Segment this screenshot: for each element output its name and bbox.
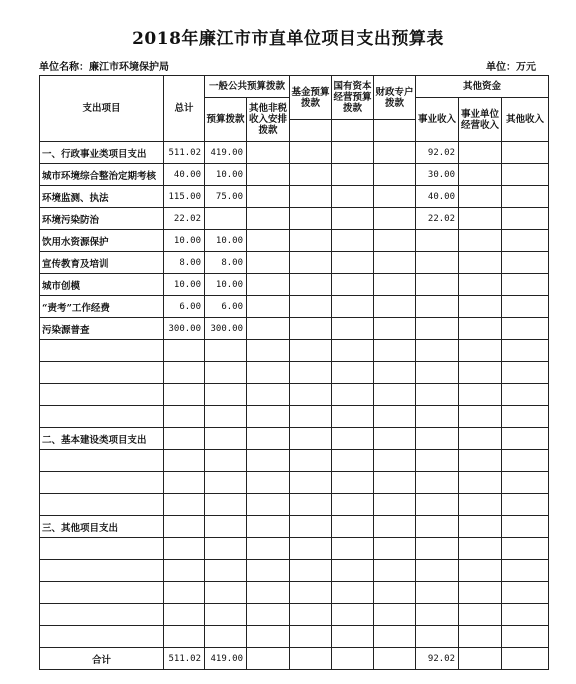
table-row bbox=[40, 538, 549, 560]
row-value bbox=[332, 450, 374, 472]
row-value bbox=[374, 230, 416, 252]
row-value bbox=[332, 626, 374, 648]
row-value: 10.00 bbox=[164, 274, 205, 296]
row-value: 6.00 bbox=[164, 296, 205, 318]
row-value bbox=[416, 604, 459, 626]
row-value bbox=[416, 362, 459, 384]
row-value bbox=[332, 582, 374, 604]
row-value: 8.00 bbox=[205, 252, 247, 274]
table-row bbox=[40, 274, 549, 296]
table-row bbox=[40, 142, 549, 164]
header-fund: 基金预算拨款 bbox=[290, 76, 332, 120]
row-value: 10.00 bbox=[205, 164, 247, 186]
row-label: 城市创模 bbox=[40, 274, 164, 296]
row-value bbox=[459, 384, 502, 406]
row-value bbox=[416, 318, 459, 340]
row-value bbox=[459, 340, 502, 362]
row-value bbox=[374, 428, 416, 450]
header-career-unit-biz: 事业单位经营收入 bbox=[459, 98, 502, 142]
unit-label: 单位：万元 bbox=[486, 62, 536, 73]
row-value bbox=[332, 494, 374, 516]
row-value bbox=[374, 472, 416, 494]
row-value: 92.02 bbox=[416, 648, 459, 670]
row-value bbox=[247, 164, 290, 186]
row-value bbox=[502, 318, 549, 340]
row-value bbox=[374, 208, 416, 230]
row-value bbox=[332, 560, 374, 582]
row-value bbox=[416, 384, 459, 406]
row-value bbox=[290, 142, 332, 164]
row-value bbox=[502, 186, 549, 208]
row-value bbox=[205, 362, 247, 384]
row-value bbox=[247, 252, 290, 274]
row-value bbox=[290, 340, 332, 362]
row-label bbox=[40, 384, 164, 406]
row-value bbox=[374, 626, 416, 648]
row-value bbox=[502, 406, 549, 428]
row-value bbox=[502, 626, 549, 648]
row-value bbox=[459, 142, 502, 164]
row-value bbox=[502, 538, 549, 560]
row-value bbox=[416, 340, 459, 362]
row-value bbox=[247, 560, 290, 582]
row-label: 污染源普查 bbox=[40, 318, 164, 340]
row-value bbox=[332, 164, 374, 186]
row-value bbox=[247, 296, 290, 318]
row-value bbox=[332, 472, 374, 494]
row-value bbox=[374, 450, 416, 472]
row-value bbox=[332, 208, 374, 230]
row-value bbox=[374, 274, 416, 296]
row-value bbox=[290, 406, 332, 428]
table-row bbox=[40, 472, 549, 494]
row-value bbox=[247, 274, 290, 296]
row-value: 30.00 bbox=[416, 164, 459, 186]
header-career-income: 事业收入 bbox=[416, 98, 459, 142]
page-title: 2018年廉江市市直单位项目支出预算表 bbox=[132, 29, 444, 49]
budget-table bbox=[39, 75, 549, 670]
table-row bbox=[40, 230, 549, 252]
row-value bbox=[205, 494, 247, 516]
row-value bbox=[247, 648, 290, 670]
row-value bbox=[247, 538, 290, 560]
row-value bbox=[459, 472, 502, 494]
row-value bbox=[332, 538, 374, 560]
row-value bbox=[247, 230, 290, 252]
row-value bbox=[416, 230, 459, 252]
row-label: 三、其他项目支出 bbox=[40, 516, 164, 538]
row-value bbox=[290, 516, 332, 538]
row-value bbox=[164, 362, 205, 384]
row-value bbox=[332, 296, 374, 318]
row-value bbox=[374, 604, 416, 626]
row-value: 300.00 bbox=[164, 318, 205, 340]
row-value bbox=[416, 252, 459, 274]
row-value bbox=[164, 560, 205, 582]
row-value bbox=[416, 516, 459, 538]
row-value bbox=[332, 274, 374, 296]
table-row bbox=[40, 186, 549, 208]
row-value bbox=[459, 208, 502, 230]
row-value bbox=[374, 516, 416, 538]
row-value bbox=[374, 252, 416, 274]
row-value bbox=[459, 318, 502, 340]
row-value bbox=[290, 208, 332, 230]
row-value bbox=[164, 516, 205, 538]
row-value bbox=[459, 450, 502, 472]
row-value bbox=[416, 626, 459, 648]
table-row bbox=[40, 626, 549, 648]
row-value bbox=[290, 494, 332, 516]
row-value bbox=[332, 428, 374, 450]
row-value bbox=[459, 252, 502, 274]
row-value bbox=[459, 626, 502, 648]
row-value bbox=[459, 604, 502, 626]
row-value bbox=[290, 318, 332, 340]
row-value: 511.02 bbox=[164, 142, 205, 164]
row-label bbox=[40, 340, 164, 362]
row-value bbox=[205, 538, 247, 560]
row-value bbox=[416, 560, 459, 582]
row-value bbox=[374, 384, 416, 406]
row-value bbox=[502, 384, 549, 406]
row-value bbox=[332, 252, 374, 274]
row-value bbox=[374, 318, 416, 340]
row-value bbox=[459, 164, 502, 186]
row-value bbox=[164, 450, 205, 472]
row-value bbox=[247, 318, 290, 340]
row-label bbox=[40, 560, 164, 582]
row-value: 419.00 bbox=[205, 648, 247, 670]
table-row bbox=[40, 252, 549, 274]
row-value bbox=[290, 252, 332, 274]
table-row bbox=[40, 208, 549, 230]
row-value bbox=[374, 164, 416, 186]
row-value bbox=[290, 604, 332, 626]
row-label bbox=[40, 450, 164, 472]
row-label bbox=[40, 362, 164, 384]
row-value bbox=[502, 208, 549, 230]
table-row bbox=[40, 318, 549, 340]
row-value bbox=[247, 384, 290, 406]
row-value bbox=[459, 494, 502, 516]
row-value bbox=[205, 428, 247, 450]
row-value: 40.00 bbox=[416, 186, 459, 208]
row-value bbox=[164, 494, 205, 516]
row-value bbox=[502, 428, 549, 450]
row-value bbox=[164, 472, 205, 494]
row-value bbox=[502, 560, 549, 582]
row-value bbox=[247, 516, 290, 538]
row-value bbox=[164, 340, 205, 362]
table-row bbox=[40, 494, 549, 516]
row-value bbox=[247, 362, 290, 384]
row-value bbox=[290, 538, 332, 560]
row-value bbox=[205, 472, 247, 494]
row-value bbox=[502, 296, 549, 318]
row-value bbox=[205, 406, 247, 428]
row-value bbox=[416, 538, 459, 560]
table-row bbox=[40, 648, 549, 670]
table-row bbox=[40, 582, 549, 604]
table-row bbox=[40, 164, 549, 186]
row-value bbox=[164, 406, 205, 428]
row-value bbox=[459, 582, 502, 604]
row-value bbox=[459, 296, 502, 318]
row-value bbox=[416, 406, 459, 428]
row-value bbox=[205, 208, 247, 230]
row-value bbox=[374, 406, 416, 428]
row-value bbox=[332, 516, 374, 538]
row-label: 一、行政事业类项目支出 bbox=[40, 142, 164, 164]
row-value bbox=[332, 340, 374, 362]
row-value bbox=[247, 142, 290, 164]
row-label: 二、基本建设类项目支出 bbox=[40, 428, 164, 450]
row-value bbox=[164, 384, 205, 406]
row-value bbox=[459, 274, 502, 296]
row-value bbox=[247, 450, 290, 472]
header-total: 总计 bbox=[164, 76, 205, 142]
row-value bbox=[247, 208, 290, 230]
row-value bbox=[502, 142, 549, 164]
row-value bbox=[374, 494, 416, 516]
row-label: 饮用水资源保护 bbox=[40, 230, 164, 252]
row-value: 10.00 bbox=[205, 274, 247, 296]
row-label bbox=[40, 626, 164, 648]
table-row bbox=[40, 340, 549, 362]
row-value bbox=[502, 648, 549, 670]
row-value bbox=[332, 318, 374, 340]
row-value bbox=[247, 582, 290, 604]
row-value: 40.00 bbox=[164, 164, 205, 186]
row-value bbox=[374, 648, 416, 670]
row-value bbox=[459, 186, 502, 208]
row-value bbox=[205, 626, 247, 648]
header-budget-alloc: 预算拨款 bbox=[205, 98, 247, 142]
row-value: 92.02 bbox=[416, 142, 459, 164]
header-other-nontax: 其他非税收入安排拨款 bbox=[247, 98, 290, 142]
row-label: 宣传教育及培训 bbox=[40, 252, 164, 274]
row-value bbox=[502, 274, 549, 296]
row-value bbox=[332, 406, 374, 428]
row-value bbox=[247, 494, 290, 516]
header-general-group: 一般公共预算拨款 bbox=[205, 76, 290, 98]
row-value bbox=[290, 472, 332, 494]
row-value bbox=[247, 472, 290, 494]
row-value bbox=[332, 186, 374, 208]
row-value bbox=[332, 142, 374, 164]
row-value: 22.02 bbox=[164, 208, 205, 230]
row-label bbox=[40, 538, 164, 560]
table-row bbox=[40, 604, 549, 626]
row-value bbox=[459, 428, 502, 450]
row-value bbox=[374, 296, 416, 318]
row-value bbox=[290, 186, 332, 208]
row-value: 115.00 bbox=[164, 186, 205, 208]
row-value bbox=[502, 494, 549, 516]
row-value: 8.00 bbox=[164, 252, 205, 274]
row-value bbox=[332, 230, 374, 252]
table-row bbox=[40, 428, 549, 450]
row-value bbox=[290, 384, 332, 406]
row-value bbox=[290, 274, 332, 296]
row-value bbox=[164, 428, 205, 450]
row-value bbox=[502, 362, 549, 384]
row-value bbox=[374, 538, 416, 560]
row-value bbox=[205, 582, 247, 604]
row-value bbox=[502, 252, 549, 274]
row-value bbox=[332, 362, 374, 384]
row-value bbox=[164, 538, 205, 560]
row-value bbox=[502, 472, 549, 494]
row-value: 511.02 bbox=[164, 648, 205, 670]
row-value bbox=[416, 450, 459, 472]
unit-name: 单位名称：廉江市环境保护局 bbox=[39, 62, 169, 73]
row-value bbox=[205, 516, 247, 538]
header-state-capital: 国有资本经营预算拨款 bbox=[332, 76, 374, 120]
row-value bbox=[374, 560, 416, 582]
row-value bbox=[416, 296, 459, 318]
table-row bbox=[40, 560, 549, 582]
row-value: 419.00 bbox=[205, 142, 247, 164]
row-label: 城市环境综合整治定期考核 bbox=[40, 164, 164, 186]
row-value bbox=[164, 582, 205, 604]
row-label: 合计 bbox=[40, 648, 164, 670]
table-row bbox=[40, 406, 549, 428]
row-value bbox=[247, 406, 290, 428]
table-row bbox=[40, 362, 549, 384]
row-label bbox=[40, 604, 164, 626]
row-value bbox=[416, 274, 459, 296]
row-value bbox=[374, 186, 416, 208]
row-value bbox=[205, 340, 247, 362]
row-value bbox=[502, 230, 549, 252]
row-value bbox=[374, 142, 416, 164]
row-label bbox=[40, 494, 164, 516]
row-value bbox=[290, 164, 332, 186]
row-value bbox=[290, 626, 332, 648]
row-label: “责考”工作经费 bbox=[40, 296, 164, 318]
table-row bbox=[40, 516, 549, 538]
header-other-income: 其他收入 bbox=[502, 98, 549, 142]
row-value bbox=[459, 230, 502, 252]
row-value bbox=[205, 560, 247, 582]
row-value: 10.00 bbox=[205, 230, 247, 252]
row-value bbox=[502, 450, 549, 472]
row-label: 环境污染防治 bbox=[40, 208, 164, 230]
header-other-group: 其他资金 bbox=[416, 76, 549, 98]
header-finance-special: 财政专户拨款 bbox=[374, 76, 416, 120]
row-value: 75.00 bbox=[205, 186, 247, 208]
table-row bbox=[40, 384, 549, 406]
row-value bbox=[459, 538, 502, 560]
row-label: 环境监测、执法 bbox=[40, 186, 164, 208]
row-value bbox=[247, 626, 290, 648]
row-value: 22.02 bbox=[416, 208, 459, 230]
row-value bbox=[290, 296, 332, 318]
row-value bbox=[416, 582, 459, 604]
row-value bbox=[332, 604, 374, 626]
row-value bbox=[290, 560, 332, 582]
row-value bbox=[502, 340, 549, 362]
row-value bbox=[247, 428, 290, 450]
row-value bbox=[459, 560, 502, 582]
row-value bbox=[205, 384, 247, 406]
row-value bbox=[502, 164, 549, 186]
row-value bbox=[459, 648, 502, 670]
row-value bbox=[247, 186, 290, 208]
row-label bbox=[40, 472, 164, 494]
row-value bbox=[205, 604, 247, 626]
row-value bbox=[247, 604, 290, 626]
row-value bbox=[459, 516, 502, 538]
row-value bbox=[290, 648, 332, 670]
row-value bbox=[374, 582, 416, 604]
row-label bbox=[40, 406, 164, 428]
row-value bbox=[374, 362, 416, 384]
row-value: 300.00 bbox=[205, 318, 247, 340]
row-value bbox=[416, 472, 459, 494]
table-row bbox=[40, 296, 549, 318]
row-value bbox=[164, 604, 205, 626]
table-row bbox=[40, 450, 549, 472]
row-value: 10.00 bbox=[164, 230, 205, 252]
row-label bbox=[40, 582, 164, 604]
row-value bbox=[332, 648, 374, 670]
row-value bbox=[205, 450, 247, 472]
row-value bbox=[416, 494, 459, 516]
row-value bbox=[459, 362, 502, 384]
row-value bbox=[502, 582, 549, 604]
row-value bbox=[416, 428, 459, 450]
row-value bbox=[290, 428, 332, 450]
row-value: 6.00 bbox=[205, 296, 247, 318]
row-value bbox=[502, 604, 549, 626]
row-value bbox=[290, 450, 332, 472]
row-value bbox=[290, 230, 332, 252]
row-value bbox=[247, 340, 290, 362]
row-value bbox=[459, 406, 502, 428]
row-value bbox=[332, 384, 374, 406]
header-item: 支出项目 bbox=[40, 76, 164, 142]
row-value bbox=[164, 626, 205, 648]
row-value bbox=[290, 362, 332, 384]
row-value bbox=[374, 340, 416, 362]
row-value bbox=[502, 516, 549, 538]
row-value bbox=[290, 582, 332, 604]
